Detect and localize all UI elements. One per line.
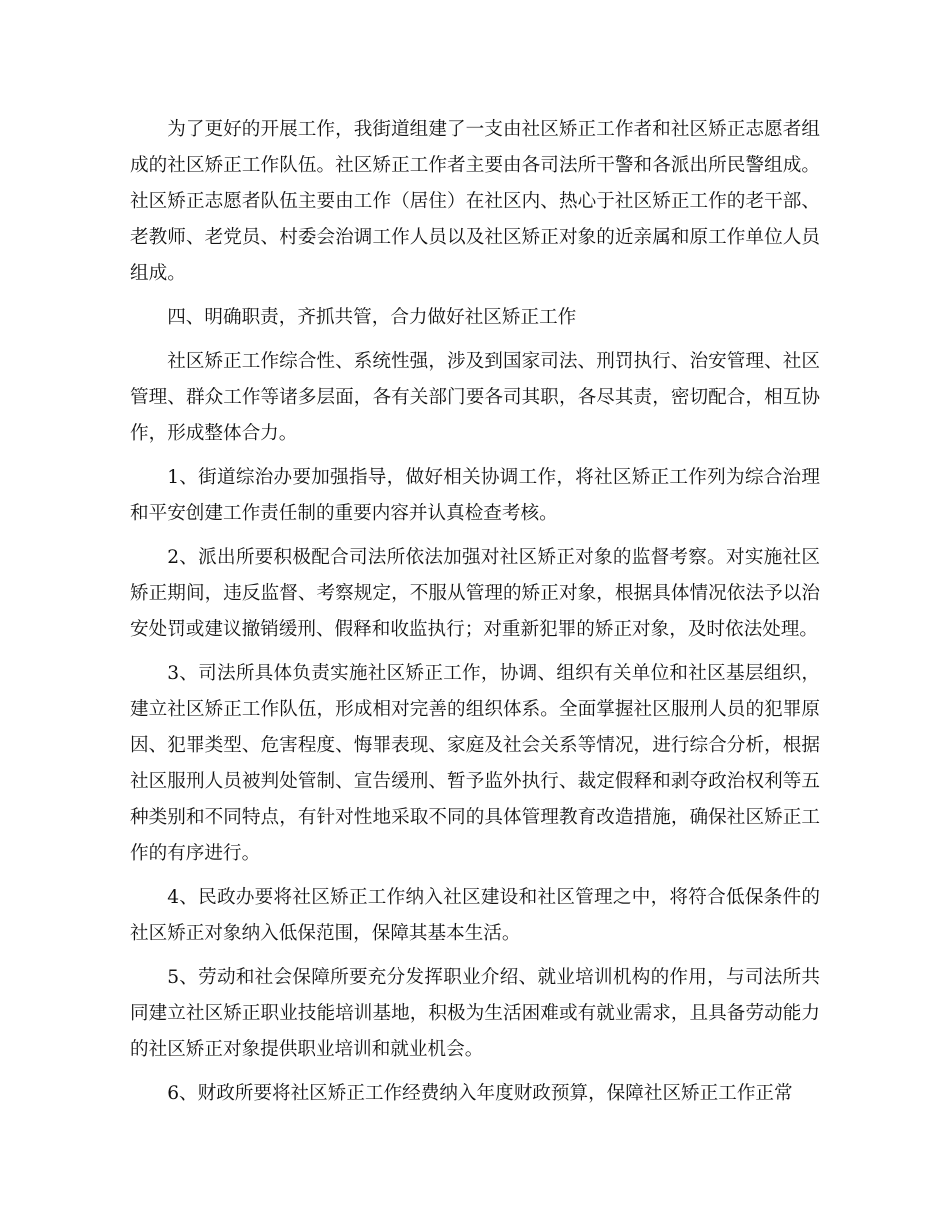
- paragraph-team-composition: 为了更好的开展工作，我街道组建了一支由社区矫正工作者和社区矫正志愿者组成的社区矫正工作队伍。社区矫正工作者主要由各司法所干警和各派出所民警组成。社区矫正志愿者队伍主要由工作（居住）在社区内、热心于社区矫正工作的老干部、老教师、老党员、村委会治调工作人员以及社区矫正对象的近亲属和原工作单位人员组成。: [130, 119, 820, 284]
- section-heading-responsibilities: 四、明确职责，齐抓共管，合力做好社区矫正工作: [167, 307, 577, 328]
- paragraph-item-6: 6、财政所要将社区矫正工作经费纳入年度财政预算，保障社区矫正工作正常: [167, 1083, 793, 1104]
- paragraph-item-1: 1、街道综治办要加强指导，做好相关协调工作，将社区矫正工作列为综合治理和平安创建工作责任制的重要内容并认真检查考核。: [130, 467, 820, 524]
- paragraph-item-4: 4、民政办要将社区矫正工作纳入社区建设和社区管理之中，将符合低保条件的社区矫正对象纳入低保范围，保障其基本生活。: [130, 887, 820, 944]
- paragraph-item-3: 3、司法所具体负责实施社区矫正工作，协调、组织有关单位和社区基层组织，建立社区矫正工作队伍，形成相对完善的组织体系。全面掌握社区服刑人员的犯罪原因、犯罪类型、危害程度、悔罪表现、家庭及社会关系等情况，进行综合分析，根据社区服刑人员被判处管制、宣告缓刑、暂予监外执行、裁定假释和剥夺政治权利等五种类别和不同特点，有针对性地采取不同的具体管理教育改造措施，确保社区矫正工作的有序进行。: [130, 663, 820, 864]
- paragraph-overview: 社区矫正工作综合性、系统性强，涉及到国家司法、刑罚执行、治安管理、社区管理、群众工作等诸多层面，各有关部门要各司其职，各尽其责，密切配合，相互协作，形成整体合力。: [130, 351, 820, 444]
- paragraph-item-2: 2、派出所要积极配合司法所依法加强对社区矫正对象的监督考察。对实施社区矫正期间，违反监督、考察规定，不服从管理的矫正对象，根据具体情况依法予以治安处罚或建议撤销缓刑、假释和收监执行；对重新犯罪的矫正对象，及时依法处理。: [130, 547, 820, 640]
- paragraph-item-5: 5、劳动和社会保障所要充分发挥职业介绍、就业培训机构的作用，与司法所共同建立社区矫正职业技能培训基地，积极为生活困难或有就业需求，且具备劳动能力的社区矫正对象提供职业培训和就业机会。: [130, 967, 820, 1060]
